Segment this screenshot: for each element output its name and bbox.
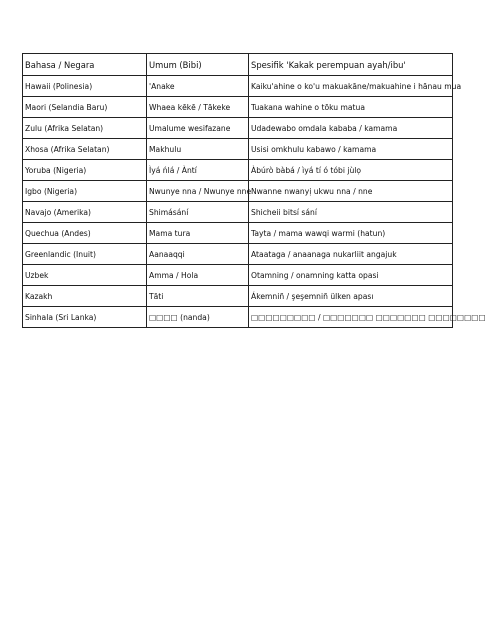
table-row [23,181,453,202]
specific-term-cell: Kaiku'ahine o ko'u makuakāne/makuahine i hānau mua [249,76,453,97]
table-row [23,139,453,160]
general-term-cell: Makhulu [147,139,249,160]
header-specific-aunt: Spesifik 'Kakak perempuan ayah/ibu' [249,54,453,76]
header-language-country: Bahasa / Negara [23,54,147,76]
specific-term-cell: Nwanne nwanyị ukwu nna / nne [249,181,453,202]
specific-term-cell: Ákemniñ / şeşemniñ ülken apası [249,286,453,307]
table-row [23,118,453,139]
language-cell: Greenlandic (Inuit) [23,244,147,265]
general-term-cell: Umalume wesifazane [147,118,249,139]
specific-term-cell: Shicheii bitsí sání [249,202,453,223]
language-cell: Hawaii (Polinesia) [23,76,147,97]
specific-term-cell: Udadewabo omdala kababa / kamama [249,118,453,139]
table-row [23,307,453,328]
table-row [23,202,453,223]
language-cell: Sinhala (Sri Lanka) [23,307,147,328]
specific-term-cell: Tuakana wahine o tōku matua [249,97,453,118]
language-cell: Yoruba (Nigeria) [23,160,147,181]
general-term-cell: Amma / Hola [147,265,249,286]
table-row [23,97,453,118]
general-term-cell: Shimásání [147,202,249,223]
general-term-cell: Whaea kēkē / Tākeke [147,97,249,118]
specific-term-cell: Àbúrò bàbá / ìyá tí ó tóbi jùlọ [249,160,453,181]
table-row [23,244,453,265]
language-cell: Uzbek [23,265,147,286]
language-cell: Igbo (Nigeria) [23,181,147,202]
specific-term-cell: Usisi omkhulu kabawo / kamama [249,139,453,160]
table-row [23,76,453,97]
general-term-cell: Mama tura [147,223,249,244]
aunt-terms-table [22,53,486,328]
table-header-row [23,54,453,76]
general-term-cell: 'Anake [147,76,249,97]
table-row [23,265,453,286]
table-row [23,286,453,307]
language-cell: Navajo (Amerika) [23,202,147,223]
general-term-cell: Tăti [147,286,249,307]
specific-term-cell: □□□□□□□□□ / □□□□□□□ □□□□□□□ □□□□□□□□ [249,307,453,328]
general-term-cell: Ìyá ńlá / Àntí [147,160,249,181]
specific-term-cell: Otamning / onamning katta opasi [249,265,453,286]
general-term-cell: □□□□ (nanda) [147,307,249,328]
general-term-cell: Aanaaqqi [147,244,249,265]
table-row [23,160,453,181]
language-cell: Zulu (Afrika Selatan) [23,118,147,139]
language-cell: Quechua (Andes) [23,223,147,244]
specific-term-cell: Tayta / mama wawqi warmi (hatun) [249,223,453,244]
general-term-cell: Nwunye nna / Nwunye nne [147,181,249,202]
table-row [23,223,453,244]
language-cell: Maori (Selandia Baru) [23,97,147,118]
language-cell: Xhosa (Afrika Selatan) [23,139,147,160]
header-general-aunt: Umum (Bibi) [147,54,249,76]
language-cell: Kazakh [23,286,147,307]
specific-term-cell: Ataataga / anaanaga nukarliit angajuk [249,244,453,265]
